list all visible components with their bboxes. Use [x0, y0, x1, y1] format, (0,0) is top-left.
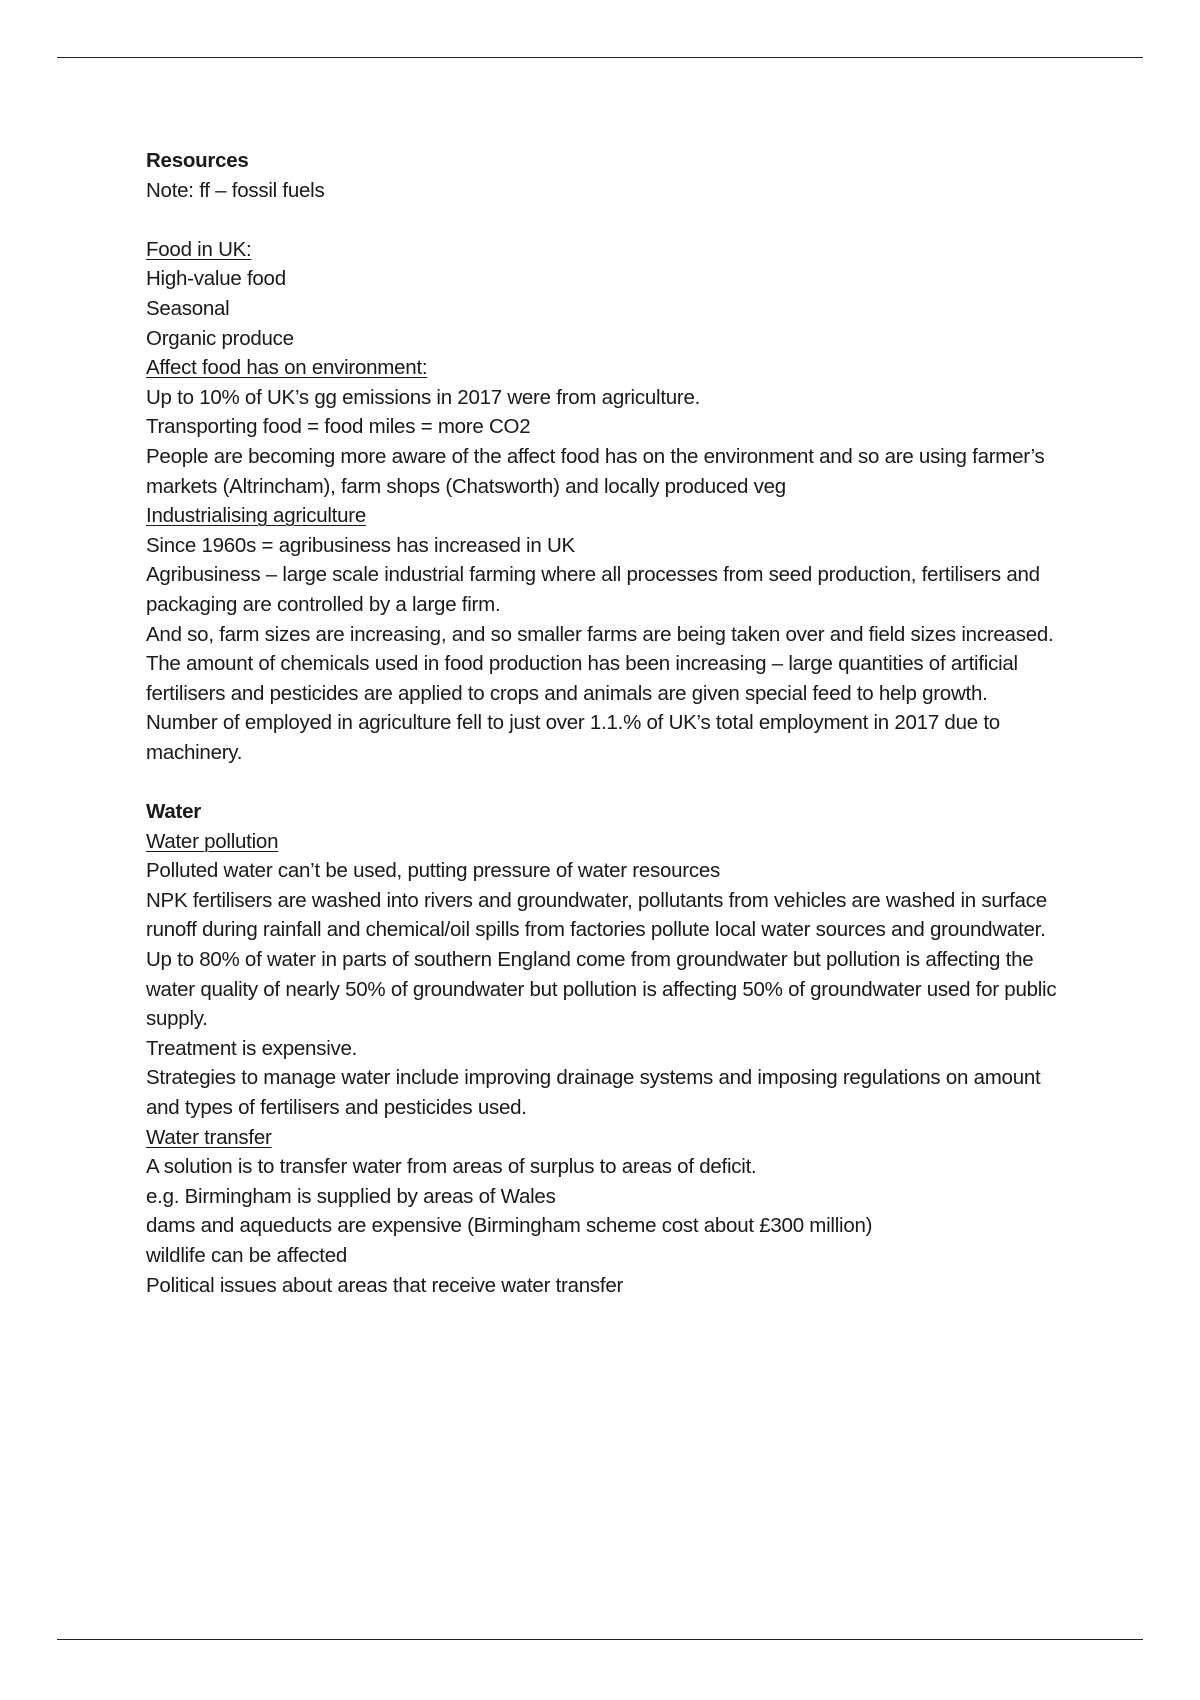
spacer	[146, 767, 1066, 797]
header-rule	[57, 57, 1143, 58]
paragraph: e.g. Birmingham is supplied by areas of Wales	[146, 1184, 556, 1208]
paragraph: Agribusiness – large scale industrial farming where all processes from seed production, fertilisers and packaging are controlled by a large firm.	[146, 563, 1040, 616]
industrialising-heading: Industrialising agriculture	[146, 504, 367, 528]
food-uk-heading: Food in UK:	[146, 237, 252, 261]
paragraph: Transporting food = food miles = more CO2	[146, 415, 531, 439]
spacer	[146, 205, 1066, 235]
paragraph: Up to 80% of water in parts of southern England come from groundwater but pollution is affecting the water quality of nearly 50% of groundwater but pollution is affecting 50% of groundwater used for public supply.	[146, 948, 1057, 1031]
paragraph: The amount of chemicals used in food production has been increasing – large quantities of artificial fertilisers and pesticides are applied to crops and animals are given special feed to help growth.	[146, 652, 1018, 705]
paragraph: A solution is to transfer water from areas of surplus to areas of deficit.	[146, 1155, 757, 1179]
paragraph: People are becoming more aware of the affect food has on the environment and so are using farmer’s markets (Altrincham), farm shops (Chatsworth) and locally produced veg	[146, 444, 1045, 498]
paragraph: dams and aqueducts are expensive (Birmingham scheme cost about £300 million)	[146, 1214, 873, 1238]
note-line: Note: ff – fossil fuels	[146, 178, 325, 202]
water-title: Water	[146, 800, 201, 824]
document-body	[146, 146, 1066, 1300]
paragraph: Strategies to manage water include improving drainage systems and imposing regulations on amount and types of fertilisers and pesticides used.	[146, 1066, 1041, 1119]
paragraph: NPK fertilisers are washed into rivers and groundwater, pollutants from vehicles are washed in surface runoff during rainfall and chemical/oil spills from factories pollute local water sources and groundwater.	[146, 888, 1047, 942]
paragraph: Treatment is expensive.	[146, 1036, 358, 1060]
paragraph: Organic produce	[146, 326, 294, 350]
paragraph: Number of employed in agriculture fell to just over 1.1.% of UK’s total employment in 2017 due to machinery.	[146, 711, 1000, 764]
paragraph: Up to 10% of UK’s gg emissions in 2017 were from agriculture.	[146, 385, 701, 409]
water-pollution-heading: Water pollution	[146, 829, 279, 853]
footer-rule	[57, 1639, 1143, 1640]
document-title: Resources	[146, 149, 249, 172]
paragraph: Political issues about areas that receive water transfer	[146, 1273, 624, 1297]
paragraph: Seasonal	[146, 296, 230, 320]
water-transfer-heading: Water transfer	[146, 1125, 272, 1149]
paragraph: Polluted water can’t be used, putting pressure of water resources	[146, 859, 721, 883]
environment-heading: Affect food has on environment:	[146, 356, 428, 380]
paragraph: High-value food	[146, 267, 286, 291]
paragraph: And so, farm sizes are increasing, and so smaller farms are being taken over and field sizes increased.	[146, 622, 1054, 646]
paragraph: Since 1960s = agribusiness has increased in UK	[146, 533, 575, 557]
paragraph: wildlife can be affected	[146, 1243, 348, 1267]
